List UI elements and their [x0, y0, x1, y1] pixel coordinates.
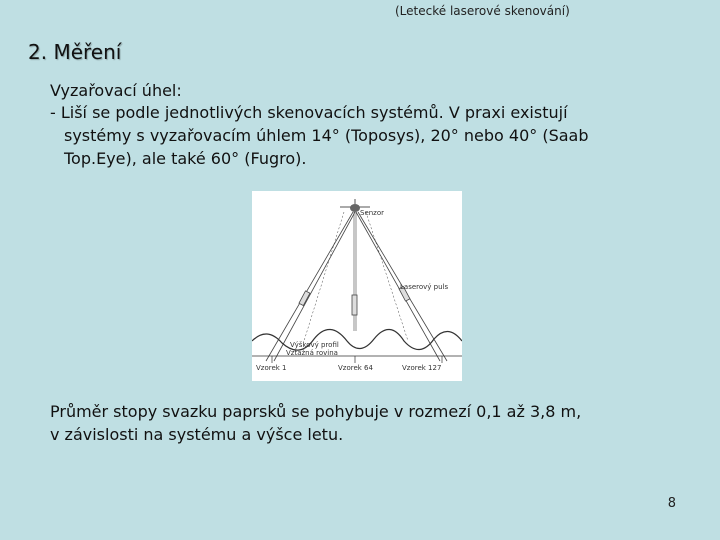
sample-left-label: Vzorek 1 [256, 364, 287, 372]
sample-mid-label: Vzorek 64 [338, 364, 373, 372]
header-caption: (Letecké laserové skenování) [395, 4, 570, 18]
sample-ticks [272, 356, 442, 363]
body-line-1: Vyzařovací úhel: [50, 81, 182, 100]
pulse-marker-center [352, 295, 357, 315]
footer-line-1: Průměr stopy svazku paprsků se pohybuje v rozmezí 0,1 až 3,8 m, [50, 402, 582, 421]
body-line-2: - Liší se podle jednotlivých skenovacích systémů. V praxi existují [50, 103, 568, 122]
page-title: 2. Měření [28, 40, 122, 64]
reference-label: Vztažná rovina [286, 349, 338, 357]
sample-right-label: Vzorek 127 [402, 364, 442, 372]
body-line-3: systémy s vyzařovacím úhlem 14° (Toposys), 20° nebo 40° (Saab [64, 126, 589, 145]
page-number: 8 [667, 496, 676, 511]
pulse-label: Laserový puls [400, 283, 449, 291]
footer-line-2: v závislosti na systému a výšce letu. [50, 425, 344, 444]
laser-scanning-diagram [252, 191, 462, 381]
terrain-profile [252, 329, 462, 350]
body-line-4: Top.Eye), ale také 60° (Fugro). [64, 149, 307, 168]
profile-label: Výškový profil [290, 341, 339, 349]
sensor-label: Senzor [360, 209, 385, 217]
